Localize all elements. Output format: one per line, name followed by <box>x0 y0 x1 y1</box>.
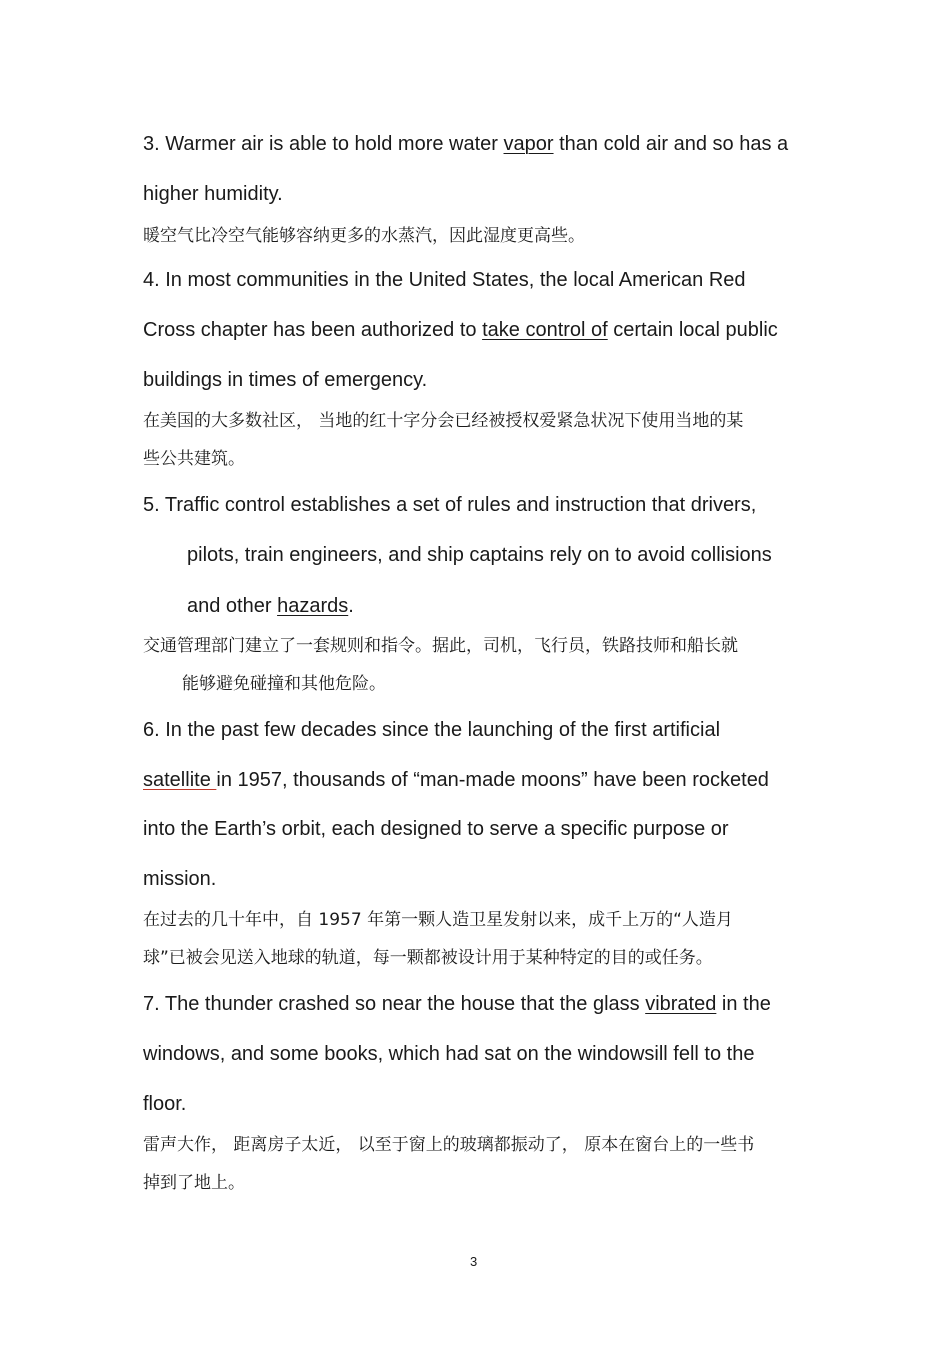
underlined-term-satellite: satellite <box>143 769 217 791</box>
item-3-zh-line-1: 暖空气比冷空气能够容纳更多的水蒸汽，因此湿度更高些。 <box>143 226 585 246</box>
item-6-zh-line-1: 在过去的几十年中，自 1957 年第一颗人造卫星发射以来，成千上万的“人造月 <box>143 910 733 930</box>
item-5-zh-line-2: 能够避免碰撞和其他危险。 <box>182 674 386 694</box>
item-7-en-line-3: floor. <box>143 1093 187 1115</box>
page-number: 3 <box>470 1254 478 1269</box>
item-7-zh-line-1: 雷声大作， 距离房子太近， 以至于窗上的玻璃都振动了， 原本在窗台上的一些书 <box>143 1135 755 1155</box>
item-7-en-line-1: 7. The thunder crashed so near the house that the glass vibrated in the <box>143 993 771 1015</box>
item-7-zh-line-2: 掉到了地上。 <box>143 1173 245 1193</box>
item-5-en-line-2: pilots, train engineers, and ship captains rely on to avoid collisions <box>187 544 772 566</box>
item-4-en-line-1: 4. In most communities in the United States, the local American Red <box>143 269 746 291</box>
item-4-zh-line-2: 些公共建筑。 <box>143 449 245 469</box>
item-3-en-line-1: 3. Warmer air is able to hold more water vapor than cold air and so has a <box>143 133 789 155</box>
item-3-en-line-2: higher humidity. <box>143 183 283 205</box>
underlined-term-vibrated: vibrated <box>645 993 717 1015</box>
item-4-en-line-2: Cross chapter has been authorized to take control of certain local public <box>143 319 778 341</box>
item-6-en-line-2: satellite in 1957, thousands of “man-made moons” have been rocketed <box>143 769 769 791</box>
item-4-en-line-3: buildings in times of emergency. <box>143 369 428 391</box>
item-6-en-line-1: 6. In the past few decades since the launching of the first artificial <box>143 719 721 741</box>
underlined-term-vapor: vapor <box>503 133 554 155</box>
item-6-en-line-3: into the Earth’s orbit, each designed to serve a specific purpose or <box>143 818 729 840</box>
item-5-zh-line-1: 交通管理部门建立了一套规则和指令。据此，司机，飞行员，铁路技师和船长就 <box>143 636 738 656</box>
item-6-zh-line-2: 球”已被会见送入地球的轨道，每一颗都被设计用于某种特定的目的或任务。 <box>143 948 713 968</box>
item-6-en-line-4: mission. <box>143 868 217 890</box>
item-4-zh-line-1: 在美国的大多数社区， 当地的红十字分会已经被授权爱紧急状况下使用当地的某 <box>143 411 744 431</box>
item-7-en-line-2: windows, and some books, which had sat on the windowsill fell to the <box>143 1043 755 1065</box>
item-5-en-line-3: and other hazards. <box>187 595 354 617</box>
underlined-term-take-control-of: take control of <box>482 319 608 341</box>
underlined-term-hazards: hazards <box>277 595 349 617</box>
item-5-en-line-1: 5. Traffic control establishes a set of rules and instruction that drivers, <box>143 494 757 516</box>
